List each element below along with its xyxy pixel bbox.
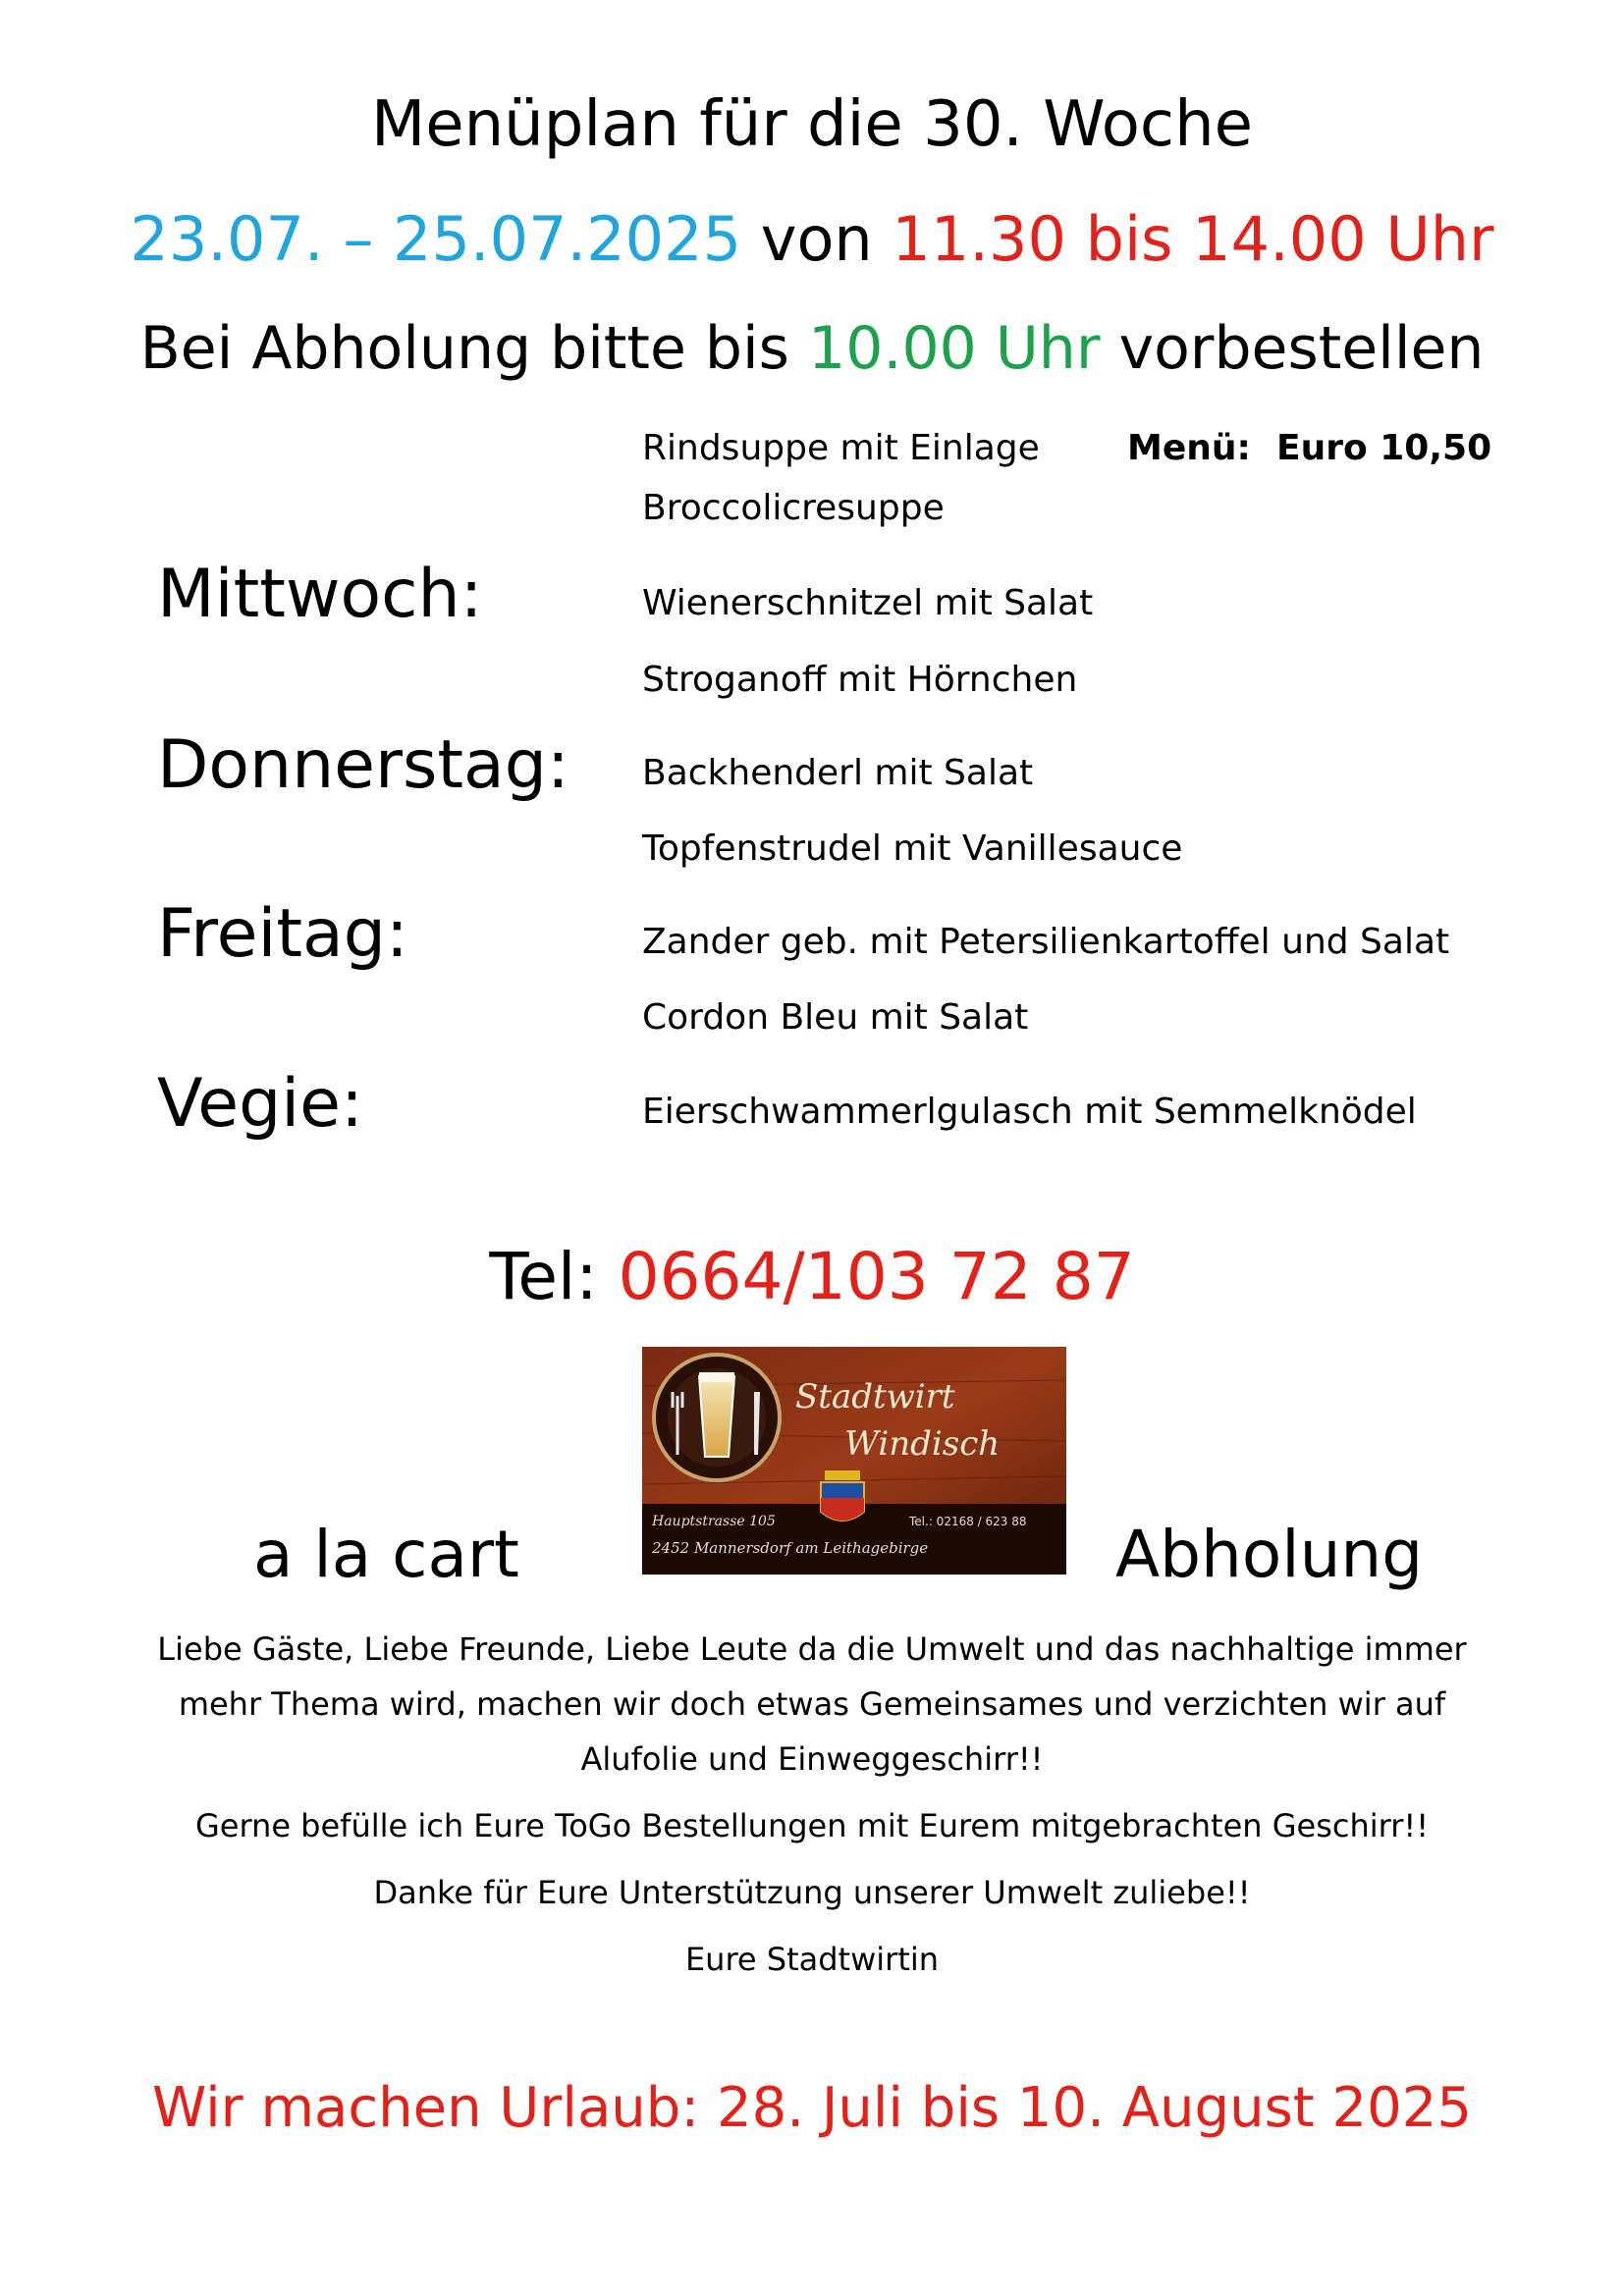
logo-address-street: Hauptstrasse 105 [652,1514,776,1529]
date-range: 23.07. – 25.07.2025 [130,203,742,275]
dish-item: Wienerschnitzel mit Salat [642,583,1094,623]
logo-title-line1: Stadtwirt [795,1377,955,1416]
soup-item: Rindsuppe mit Einlage [642,428,1040,468]
logo-title-line2: Windisch [844,1424,1001,1464]
notice-line: Alufolie und Einweggeschirr!! [580,1740,1044,1778]
notice-line: mehr Thema wird, machen wir doch etwas Gemeinsames und verzichten wir auf [178,1685,1446,1723]
menu-price: Euro 10,50 [1276,428,1492,468]
day-friday: Freitag: [157,895,408,973]
dish-item: Topfenstrudel mit Vanillesauce [642,828,1183,869]
telephone-line [0,1239,1624,1314]
preorder-time: 10.00 Uhr [808,314,1101,383]
preorder-suffix: vorbestellen [1118,314,1485,383]
day-thursday: Donnerstag: [157,726,569,804]
a-la-carte-label: a la cart [253,1517,519,1592]
dish-item: Eierschwammerlgulasch mit Semmelknödel [642,1092,1417,1132]
von-text: von [760,203,873,275]
logo-address-city: 2452 Mannersdorf am Leithagebirge [652,1539,929,1557]
coat-of-arms-icon [821,1470,864,1521]
notice-line: Gerne befülle ich Eure ToGo Bestellungen mit Eurem mitgebrachten Geschirr!! [194,1807,1430,1844]
dish-item: Cordon Bleu mit Salat [642,997,1029,1038]
preorder-line [0,314,1624,383]
notice-line: Liebe Gäste, Liebe Freunde, Liebe Leute da die Umwelt und das nachhaltige immer [157,1630,1467,1668]
notice-line: Danke für Eure Unterstützung unserer Umwelt zuliebe!! [373,1874,1251,1911]
opening-hours: 11.30 bis 14.00 Uhr [892,203,1494,275]
day-vegie: Vegie: [157,1065,363,1143]
notice-signature: Eure Stadtwirtin [684,1941,940,1978]
logo-phone: Tel.: 02168 / 623 88 [909,1515,1027,1528]
pickup-label: Abholung [1115,1517,1424,1592]
beer-glass-icon [699,1376,734,1457]
soup-item: Broccolicresuppe [642,488,945,528]
preorder-prefix: Bei Abholung bitte bis [139,314,789,383]
dish-item: Zander geb. mit Petersilienkartoffel und Salat [642,922,1450,962]
day-wednesday: Mittwoch: [157,556,483,633]
page-title: Menüplan für die 30. Woche [370,88,1254,161]
dish-item: Backhenderl mit Salat [642,753,1034,793]
vacation-notice: Wir machen Urlaub: 28. Juli bis 10. August 2025 [151,2076,1473,2140]
dish-item: Stroganoff mit Hörnchen [642,660,1078,700]
tel-number: 0664/103 72 87 [618,1239,1135,1314]
date-line [0,203,1624,275]
tel-label: Tel: [489,1239,598,1314]
menu-label: Menü: [1127,428,1251,468]
restaurant-logo [642,1347,1066,1575]
